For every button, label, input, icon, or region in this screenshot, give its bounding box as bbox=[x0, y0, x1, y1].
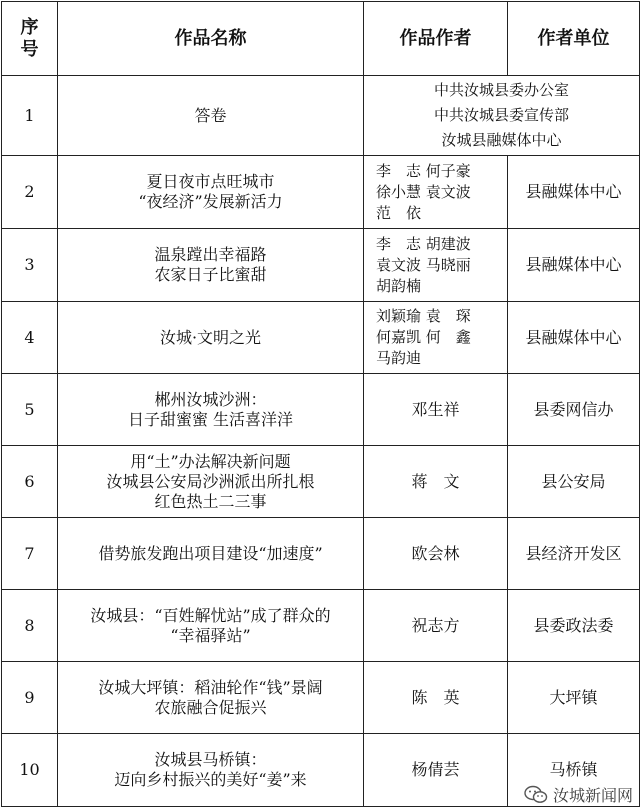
row-author: 杨倩芸 bbox=[364, 734, 508, 807]
row-unit: 县融媒体中心 bbox=[508, 156, 640, 229]
row-index: 8 bbox=[2, 590, 58, 662]
header-index: 序 号 bbox=[2, 2, 58, 76]
row-unit: 大坪镇 bbox=[508, 662, 640, 734]
row-unit: 县融媒体中心 bbox=[508, 229, 640, 302]
row-author: 蒋 文 bbox=[364, 446, 508, 518]
row-title: 用“土”办法解决新问题 汝城县公安局沙洲派出所扎根 红色热土二三事 bbox=[58, 446, 364, 518]
row-title: 汝城县：“百姓解忧站”成了群众的 “幸福驿站” bbox=[58, 590, 364, 662]
row-unit: 县经济开发区 bbox=[508, 518, 640, 590]
table-row bbox=[2, 229, 640, 302]
row-unit: 县融媒体中心 bbox=[508, 302, 640, 374]
row-index: 7 bbox=[2, 518, 58, 590]
table-row bbox=[2, 156, 640, 229]
row-index: 3 bbox=[2, 229, 58, 302]
row-index: 6 bbox=[2, 446, 58, 518]
row-index: 5 bbox=[2, 374, 58, 446]
row-index: 2 bbox=[2, 156, 58, 229]
row-unit: 县委政法委 bbox=[508, 590, 640, 662]
row-author: 刘颖瑜 袁 琛 何嘉凯 何 鑫 马韵迪 bbox=[364, 302, 508, 374]
row-unit: 中共汝城县委办公室 中共汝城县委宣传部 汝城县融媒体中心 bbox=[364, 76, 640, 156]
row-title: 汝城大坪镇：稻油轮作“钱”景阔 农旅融合促振兴 bbox=[58, 662, 364, 734]
row-author: 陈 英 bbox=[364, 662, 508, 734]
row-title: 借势旅发跑出项目建设“加速度” bbox=[58, 518, 364, 590]
row-unit: 县委网信办 bbox=[508, 374, 640, 446]
table-row bbox=[2, 302, 640, 374]
watermark-text: 汝城新闻网 bbox=[552, 786, 633, 805]
row-unit: 马桥镇 bbox=[508, 734, 640, 807]
watermark bbox=[522, 783, 635, 806]
row-title: 答卷 bbox=[58, 76, 364, 156]
row-author: 邓生祥 bbox=[364, 374, 508, 446]
header-unit: 作者单位 bbox=[508, 2, 640, 76]
row-title: 汝城·文明之光 bbox=[58, 302, 364, 374]
award-table bbox=[1, 1, 640, 807]
header-author: 作品作者 bbox=[364, 2, 508, 76]
row-title: 汝城县马桥镇： 迈向乡村振兴的美好“姜”来 bbox=[58, 734, 364, 807]
row-index: 1 bbox=[2, 76, 58, 156]
row-author: 李 志 何子豪 徐小慧 袁文波 范 依 bbox=[364, 156, 508, 229]
table-header-row bbox=[2, 2, 640, 76]
row-title: 郴州汝城沙洲： 日子甜蜜蜜 生活喜洋洋 bbox=[58, 374, 364, 446]
table-row bbox=[2, 446, 640, 518]
row-unit: 县公安局 bbox=[508, 446, 640, 518]
row-author: 李 志 胡建波 袁文波 马晓丽 胡韵楠 bbox=[364, 229, 508, 302]
header-title: 作品名称 bbox=[58, 2, 364, 76]
table-row bbox=[2, 662, 640, 734]
table-row bbox=[2, 374, 640, 446]
row-title: 温泉蹚出幸福路 农家日子比蜜甜 bbox=[58, 229, 364, 302]
row-author: 祝志方 bbox=[364, 590, 508, 662]
table-row bbox=[2, 76, 640, 156]
wechat-icon bbox=[524, 785, 548, 805]
table-row bbox=[2, 518, 640, 590]
table-row bbox=[2, 590, 640, 662]
row-index: 10 bbox=[2, 734, 58, 807]
row-author: 欧会林 bbox=[364, 518, 508, 590]
row-title: 夏日夜市点旺城市 “夜经济”发展新活力 bbox=[58, 156, 364, 229]
row-index: 4 bbox=[2, 302, 58, 374]
row-index: 9 bbox=[2, 662, 58, 734]
